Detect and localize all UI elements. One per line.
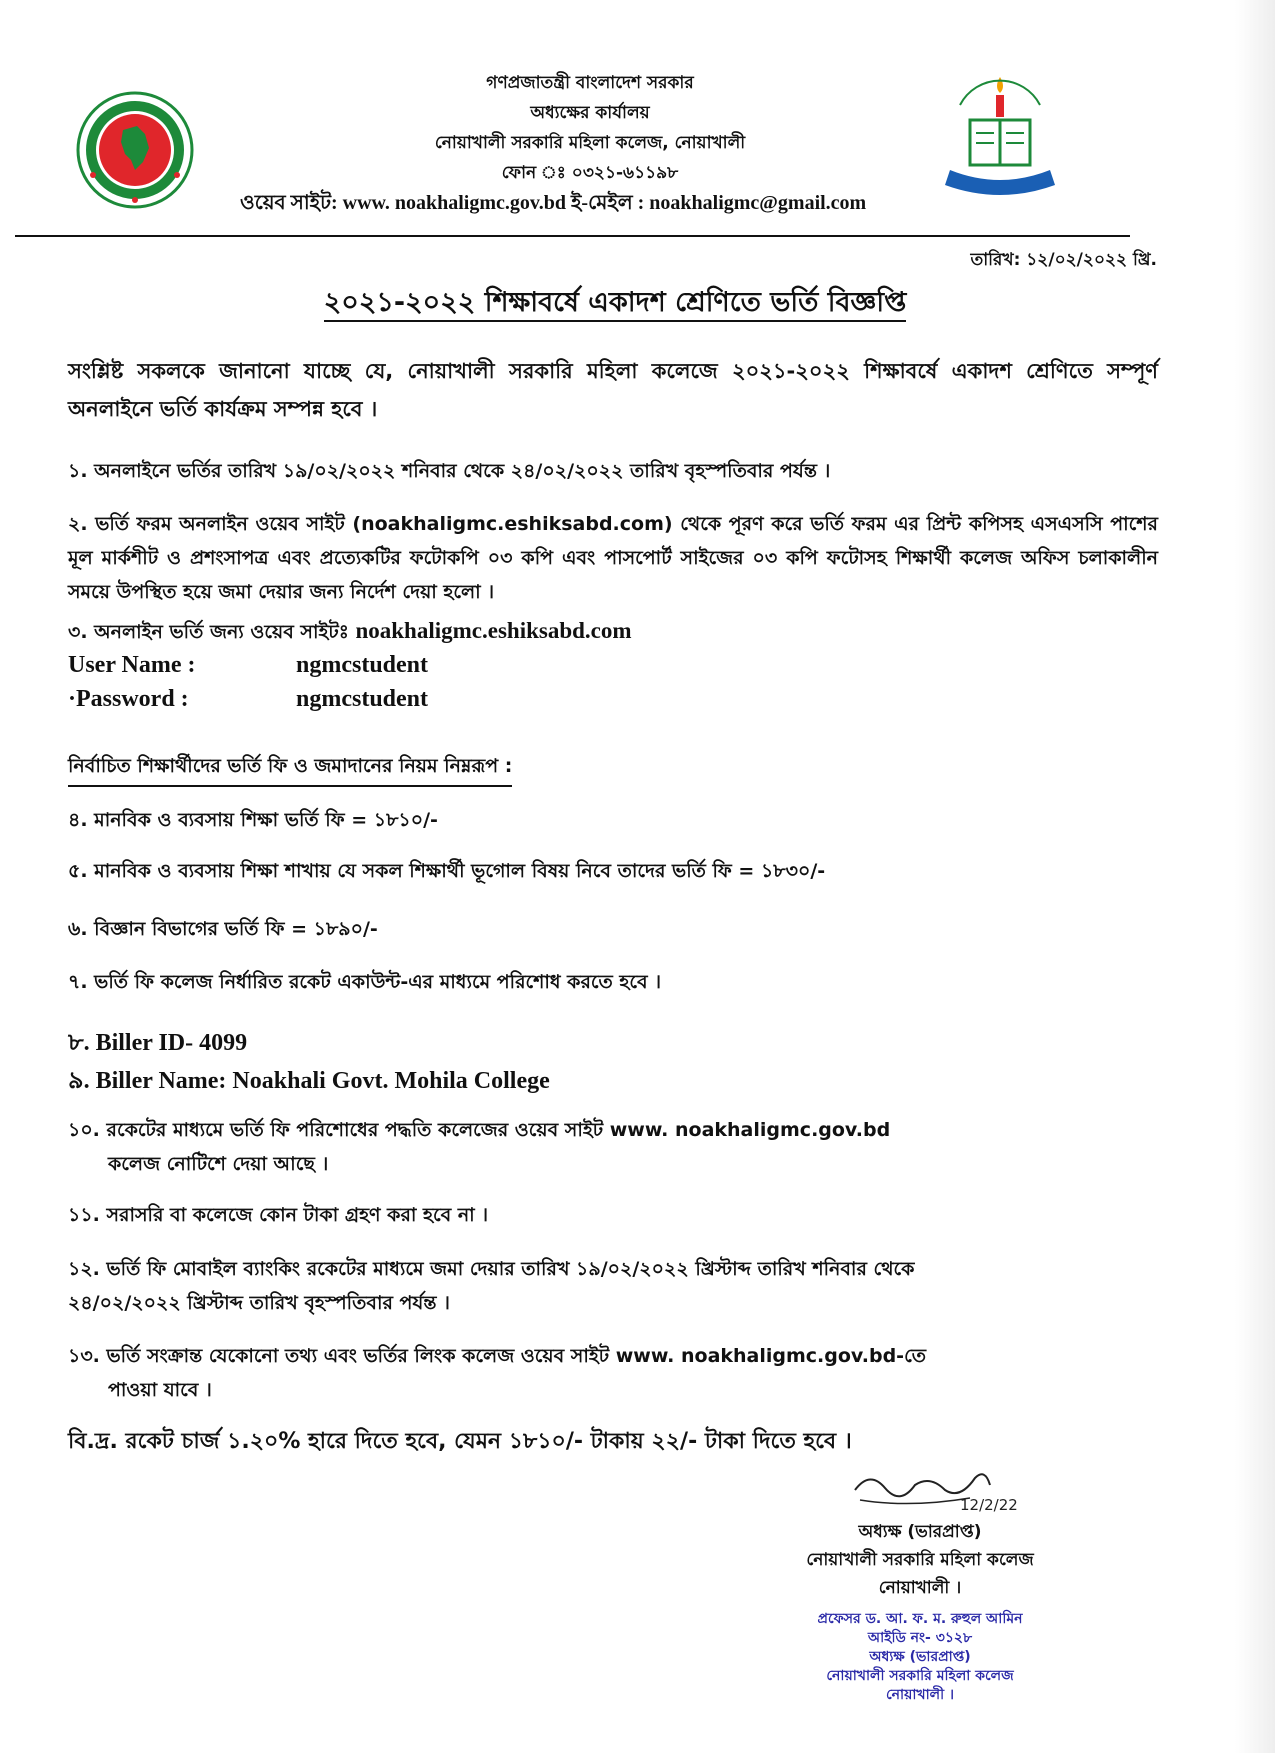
letterhead-line-4: ফোন ঃ ০৩২১-৬১১৯৮ <box>501 163 679 183</box>
notice-date: তারিখ: ১২/০২/২০২২ খ্রি. <box>970 250 1157 270</box>
notice-intro: সংশ্লিষ্ট সকলকে জানানো যাচ্ছে যে, নোয়াখালী সরকারি মহিলা কলেজে ২০২১-২০২২ শিক্ষাবর্ষে একাদশ শ্রেণিতে সম্পূর্ণ অনলাইনে ভর্তি কার্যক্রম সম্পন্ন হবে । <box>68 359 1158 421</box>
signature-line-2: নোয়াখালী সরকারি মহিলা কলেজ <box>806 1550 1034 1570</box>
password-row <box>68 686 429 713</box>
letterhead <box>230 68 950 218</box>
biller-id: ৮. Biller ID- 4099 <box>68 1030 248 1056</box>
stamp-line-1: প্রফেসর ড. আ. ফ. ম. রুহুল আমিন <box>817 1611 1023 1627</box>
item-4: ৪. মানবিক ও ব্যবসায় শিক্ষা ভর্তি ফি = ১৮১০/- <box>68 809 438 831</box>
item-12 <box>68 1252 1168 1320</box>
stamp-line-2: আইডি নং- ৩১২৮ <box>867 1630 973 1646</box>
password-value: ngmcstudent <box>296 686 429 712</box>
item-7: ৭. ভর্তি ফি কলেজ নির্ধারিত রকেট একাউন্ট-এর মাধ্যমে পরিশোধ করতে হবে । <box>68 971 662 993</box>
item-10 <box>68 1113 1168 1181</box>
item-6: ৬. বিজ্ঞান বিভাগের ভর্তি ফি = ১৮৯০/- <box>68 918 378 940</box>
stamp-line-4: নোয়াখালী সরকারি মহিলা কলেজ <box>826 1668 1014 1684</box>
signature-line-3: নোয়াখালী । <box>878 1578 962 1598</box>
item-13-line-2: পাওয়া যাবে । <box>108 1379 212 1401</box>
notice-title-text: ২০২১-২০২২ শিক্ষাবর্ষে একাদশ শ্রেণিতে ভর্তি বিজ্ঞপ্তি <box>324 287 907 322</box>
notice-title <box>0 282 1230 327</box>
username-row <box>68 652 429 679</box>
item-5: ৫. মানবিক ও ব্যবসায় শিক্ষা শাখায় যে সকল শিক্ষার্থী ভূগোল বিষয় নিবে তাদের ভর্তি ফি = ১৮৩০/- <box>68 860 826 882</box>
svg-text:12/2/22: 12/2/22 <box>960 1496 1018 1514</box>
letterhead-web-line: ওয়েব সাইট: www. noakhaligmc.gov.bd ই-মেইল : noakhaligmc@gmail.com <box>240 192 867 214</box>
stamp-line-5: নোয়াখালী । <box>886 1687 954 1703</box>
rocket-charge-note: বি.দ্র. রকেট চার্জ ১.২০% হারে দিতে হবে, যেমন ১৮১০/- টাকায় ২২/- টাকা দিতে হবে । <box>68 1429 852 1454</box>
item-1: ১. অনলাইনে ভর্তির তারিখ ১৯/০২/২০২২ শনিবার থেকে ২৪/০২/২০২২ তারিখ বৃহস্পতিবার পর্যন্ত । <box>68 460 831 482</box>
header-divider <box>15 235 1130 237</box>
government-seal-icon <box>75 90 195 210</box>
fee-heading: নির্বাচিত শিক্ষার্থীদের ভর্তি ফি ও জমাদানের নিয়ম নিম্নরূপ : <box>68 752 512 787</box>
stamp-line-3: অধ্যক্ষ (ভারপ্রাপ্ত) <box>869 1649 971 1665</box>
college-logo-icon <box>930 65 1070 200</box>
item-10-line-2: কলেজ নোটিশে দেয়া আছে । <box>108 1153 329 1175</box>
item-12-line-1: ১২. ভর্তি ফি মোবাইল ব্যাংকিং রকেটের মাধ্যমে জমা দেয়ার তারিখ ১৯/০২/২০২২ খ্রিস্টাব্দ তারিখ শনিবার থেকে <box>68 1258 915 1280</box>
signature-block <box>720 1518 1120 1602</box>
letterhead-line-2: অধ্যক্ষের কার্যালয় <box>530 103 650 123</box>
item-13 <box>68 1339 1168 1407</box>
letterhead-line-1: গণপ্রজাতন্ত্রী বাংলাদেশ সরকার <box>486 73 694 93</box>
item-13-line-1: ১৩. ভর্তি সংক্রান্ত যেকোনো তথ্য এবং ভর্তির লিংক কলেজ ওয়েব সাইট www. noakhaligmc.gov.bd-তে <box>68 1345 927 1367</box>
item-11: ১১. সরাসরি বা কলেজে কোন টাকা গ্রহণ করা হবে না । <box>68 1204 489 1226</box>
item-3 <box>68 614 1168 649</box>
official-stamp <box>740 1610 1100 1705</box>
item-12-line-2: ২৪/০২/২০২২ খ্রিস্টাব্দ তারিখ বৃহস্পতিবার পর্যন্ত । <box>68 1292 450 1314</box>
username-value: ngmcstudent <box>296 652 429 678</box>
item-10-line-1: ১০. রকেটের মাধ্যমে ভর্তি ফি পরিশোধের পদ্ধতি কলেজের ওয়েব সাইট www. noakhaligmc.gov.bd <box>68 1119 891 1141</box>
item-2: ২. ভর্তি ফরম অনলাইন ওয়েব সাইট (noakhaligmc.eshiksabd.com) থেকে পূরণ করে ভর্তি ফরম এর প্রিন্ট কপিসহ এসএসসি পাশের মূল মার্কশীট ও প্রশংসাপত্র এবং প্রত্যেকটির ফটোকপি ০৩ কপি এবং পাসপোর্ট সাইজের ০৩ কপি ফটোসহ শিক্ষার্থী কলেজ অফিস চলাকালীন সময়ে উপস্থিত হয়ে জমা দেয়ার জন্য নির্দেশ দেয়া হলো । <box>68 513 1158 603</box>
handwritten-signature-icon <box>850 1460 1020 1520</box>
letterhead-line-3: নোয়াখালী সরকারি মহিলা কলেজ, নোয়াখালী <box>434 133 746 153</box>
biller-name: ৯. Biller Name: Noakhali Govt. Mohila College <box>68 1068 550 1094</box>
scan-edge-shadow <box>1235 0 1275 1753</box>
username-label: User Name : <box>68 652 196 678</box>
signature-line-1: অধ্যক্ষ (ভারপ্রাপ্ত) <box>858 1522 982 1542</box>
item-3-url: noakhaligmc.eshiksabd.com <box>355 618 632 643</box>
password-label: ·Password : <box>68 686 189 712</box>
item-3-label: ৩. অনলাইন ভর্তি জন্য ওয়েব সাইটঃ <box>68 621 349 643</box>
